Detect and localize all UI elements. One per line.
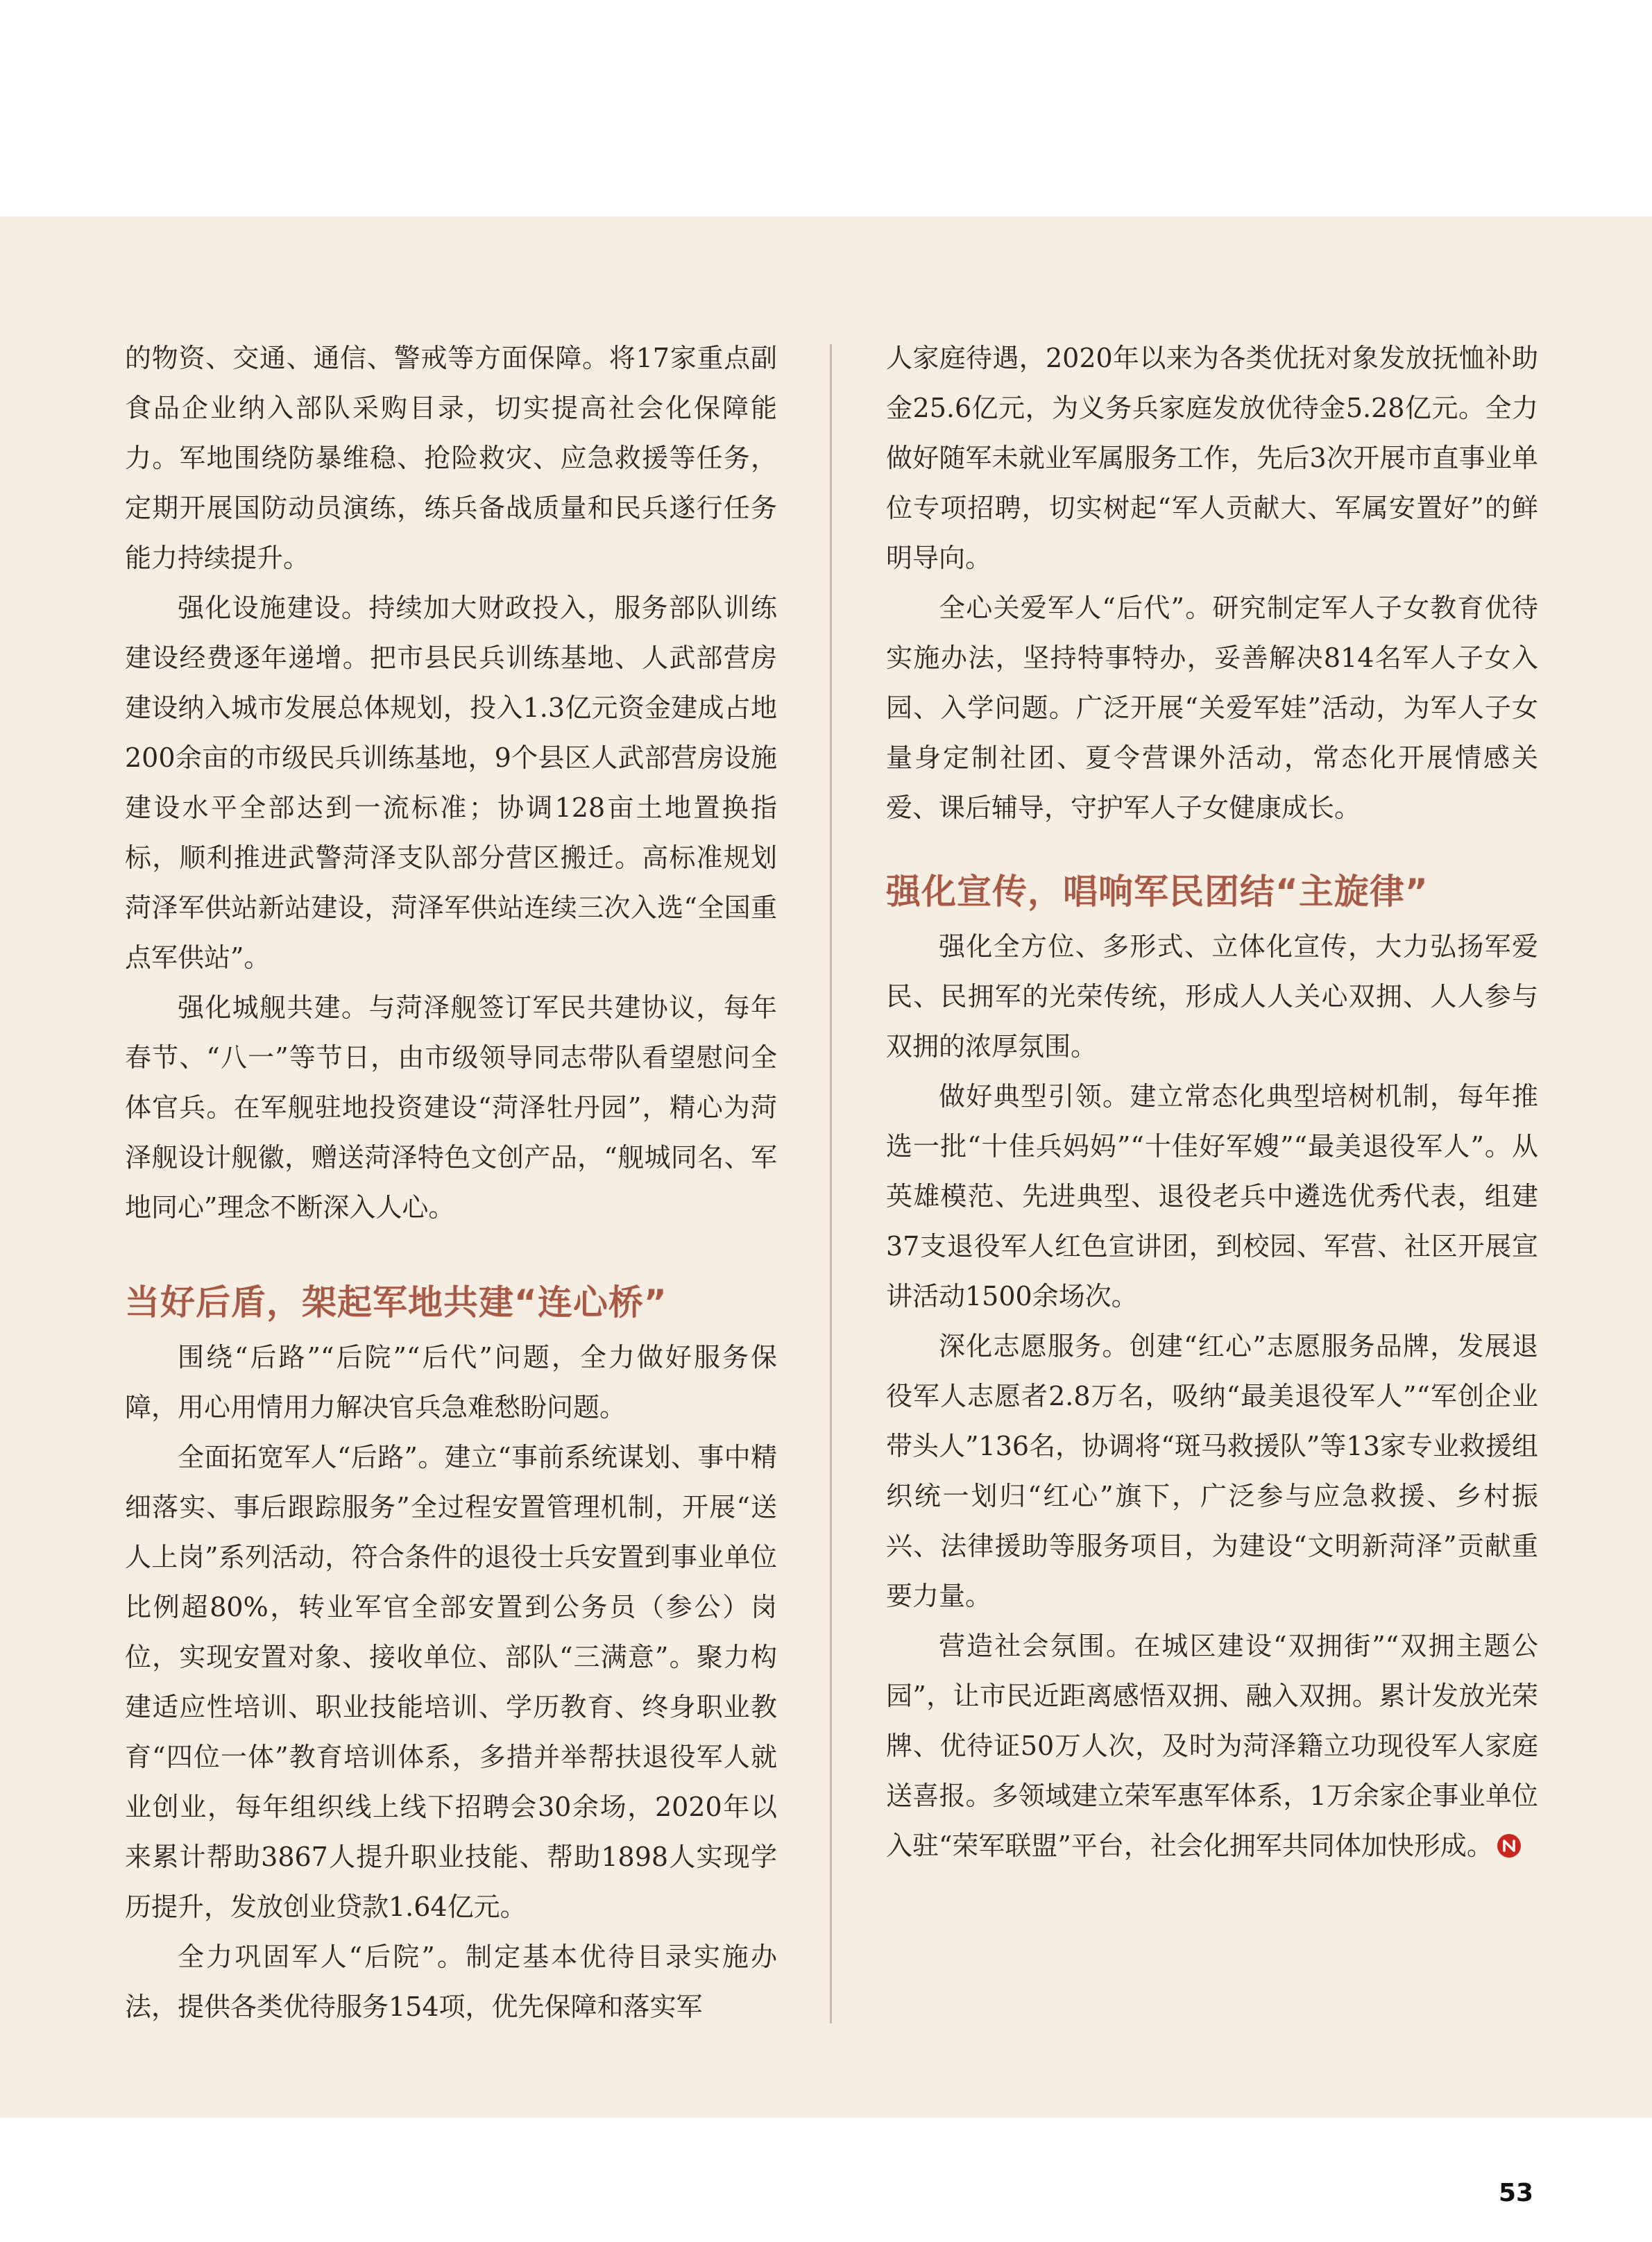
paragraph: 全心关爱军人“后代”。研究制定军人子女教育优待实施办法，坚持特事特办，妥善解决814名军人子女入园、入学问题。广泛开展“关爱军娃”活动，为军人子女量身定制社团、夏令营课外活动，常态化开展情感关爱、课后辅导，守护军人子女健康成长。: [886, 593, 1538, 823]
column-divider: [830, 344, 832, 2023]
paragraph: 全力巩固军人“后院”。制定基本优待目录实施办法，提供各类优待服务154项，优先保障和落实军: [125, 1942, 777, 2022]
paragraph: 的物资、交通、通信、警戒等方面保障。将17家重点副食品企业纳入部队采购目录，切实提高社会化保障能力。军地围绕防暴维稳、抢险救灾、应急救援等任务，定期开展国防动员演练，练兵备战质量和民兵遂行任务能力持续提升。: [125, 343, 777, 573]
paragraph: 人家庭待遇，2020年以来为各类优抚对象发放抚恤补助金25.6亿元，为义务兵家庭发放优待金5.28亿元。全力做好随军未就业军属服务工作，先后3次开展市直事业单位专项招聘，切实树起“军人贡献大、军属安置好”的鲜明导向。: [886, 343, 1538, 573]
paragraph: 做好典型引领。建立常态化典型培树机制，每年推选一批“十佳兵妈妈”“十佳好军嫂”“最美退役军人”。从英雄模范、先进典型、退役老兵中遴选优秀代表，组建37支退役军人红色宣讲团，到校园、军营、社区开展宣讲活动1500余场次。: [886, 1081, 1538, 1311]
paragraph: 强化全方位、多形式、立体化宣传，大力弘扬军爱民、民拥军的光荣传统，形成人人关心双拥、人人参与双拥的浓厚氛围。: [886, 931, 1538, 1062]
left-column: [125, 333, 777, 2032]
last-paragraph: [886, 1621, 1538, 1871]
paragraph: 全面拓宽军人“后路”。建立“事前系统谋划、事中精细落实、事后跟踪服务”全过程安置管理机制，开展“送人上岗”系列活动，符合条件的退役士兵安置到事业单位比例超80%，转业军官全部安置到公务员（参公）岗位，实现安置对象、接收单位、部队“三满意”。聚力构建适应性培训、职业技能培训、学历教育、终身职业教育“四位一体”教育培训体系，多措并举帮扶退役军人就业创业，每年组织线上线下招聘会30余场，2020年以来累计帮助3867人提升职业技能、帮助1898人实现学历提升，发放创业贷款1.64亿元。: [125, 1442, 777, 1922]
paragraph: 强化设施建设。持续加大财政投入，服务部队训练建设经费逐年递增。把市县民兵训练基地、人武部营房建设纳入城市发展总体规划，投入1.3亿元资金建成占地200余亩的市级民兵训练基地，9个县区人武部营房设施建设水平全部达到一流标准；协调128亩土地置换指标，顺利推进武警菏泽支队部分营区搬迁。高标准规划菏泽军供站新站建设，菏泽军供站连续三次入选“全国重点军供站”。: [125, 593, 777, 973]
page-number: 53: [1499, 2179, 1534, 2207]
paragraph: 围绕“后路”“后院”“后代”问题，全力做好服务保障，用心用情用力解决官兵急难愁盼问题。: [125, 1342, 777, 1423]
paragraph: 强化城舰共建。与菏泽舰签订军民共建协议，每年春节、“八一”等节日，由市级领导同志带队看望慰问全体官兵。在军舰驻地投资建设“菏泽牡丹园”，精心为菏泽舰设计舰徽，赠送菏泽特色文创产品，“舰城同名、军地同心”理念不断深入人心。: [125, 992, 777, 1223]
end-of-article-mark-icon: [1497, 1834, 1521, 1858]
section-heading: 强化宣传，唱响军民团结“主旋律”: [886, 872, 1429, 912]
right-column: [886, 333, 1538, 1871]
paragraph: 深化志愿服务。创建“红心”志愿服务品牌，发展退役军人志愿者2.8万名，吸纳“最美退役军人”“军创企业带头人”136名，协调将“斑马救援队”等13家专业救援组织统一划归“红心”旗下，广泛参与应急救援、乡村振兴、法律援助等服务项目，为建设“文明新菏泽”贡献重要力量。: [886, 1331, 1538, 1611]
paragraph-text: 营造社会氛围。在城区建设“双拥街”“双拥主题公园”，让市民近距离感悟双拥、融入双拥。累计发放光荣牌、优待证50万人次，及时为菏泽籍立功现役军人家庭送喜报。多领域建立荣军惠军体系，1万余家企事业单位入驻“荣军联盟”平台，社会化拥军共同体加快形成。: [886, 1631, 1538, 1861]
section-heading: 当好后盾，架起军地共建“连心桥”: [125, 1282, 667, 1323]
